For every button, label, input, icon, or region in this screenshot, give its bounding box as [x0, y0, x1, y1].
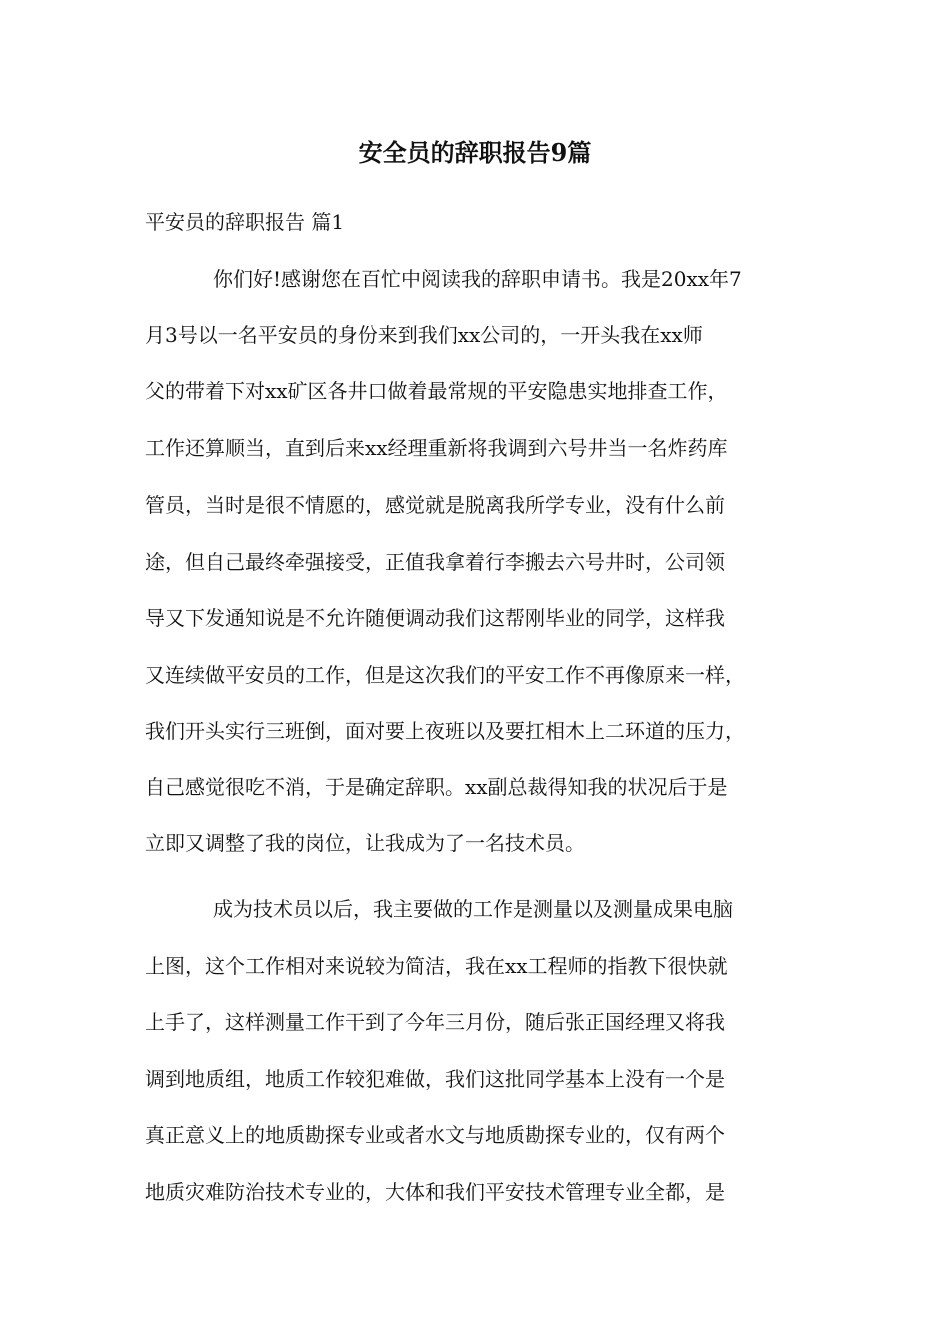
paragraph-line: 月3号以一名平安员的身份来到我们xx公司的，一开头我在xx师 [145, 323, 703, 347]
paragraph-line: 自己感觉很吃不消，于是确定辞职。xx副总裁得知我的状况后于是 [145, 775, 728, 799]
paragraph-line: 导又下发通知说是不允许随便调动我们这帮刚毕业的同学，这样我 [145, 606, 725, 630]
paragraph-line: 父的带着下对xx矿区各井口做着最常规的平安隐患实地排查工作， [145, 379, 728, 403]
paragraph-line: 调到地质组，地质工作较犯难做，我们这批同学基本上没有一个是 [145, 1067, 725, 1091]
paragraph-line: 你们好!感谢您在百忙中阅读我的辞职申请书。我是20xx年7 [213, 267, 742, 291]
paragraph-line: 上图，这个工作相对来说较为简洁，我在xx工程师的指教下很快就 [145, 954, 728, 978]
paragraph-line: 上手了，这样测量工作干到了今年三月份，随后张正国经理又将我 [145, 1010, 725, 1034]
document-title: 安全员的辞职报告9篇 [358, 138, 592, 167]
paragraph-line: 管员，当时是很不情愿的，感觉就是脱离我所学专业，没有什么前 [145, 493, 725, 517]
paragraph-line: 途，但自己最终牵强接受，正值我拿着行李搬去六号井时，公司领 [145, 550, 725, 574]
paragraph-line: 我们开头实行三班倒，面对要上夜班以及要扛相木上二环道的压力， [145, 719, 745, 743]
section-heading: 平安员的辞职报告 篇1 [145, 210, 345, 234]
paragraph-line: 立即又调整了我的岗位，让我成为了一名技术员。 [145, 831, 585, 855]
paragraph-line: 成为技术员以后，我主要做的工作是测量以及测量成果电脑 [213, 897, 733, 921]
paragraph-line: 又连续做平安员的工作，但是这次我们的平安工作不再像原来一样， [145, 663, 745, 687]
paragraph-line: 真正意义上的地质勘探专业或者水文与地质勘探专业的，仅有两个 [145, 1123, 725, 1147]
paragraph-line: 工作还算顺当，直到后来xx经理重新将我调到六号井当一名炸药库 [145, 436, 728, 460]
paragraph-line: 地质灾难防治技术专业的，大体和我们平安技术管理专业全都，是 [145, 1180, 725, 1204]
